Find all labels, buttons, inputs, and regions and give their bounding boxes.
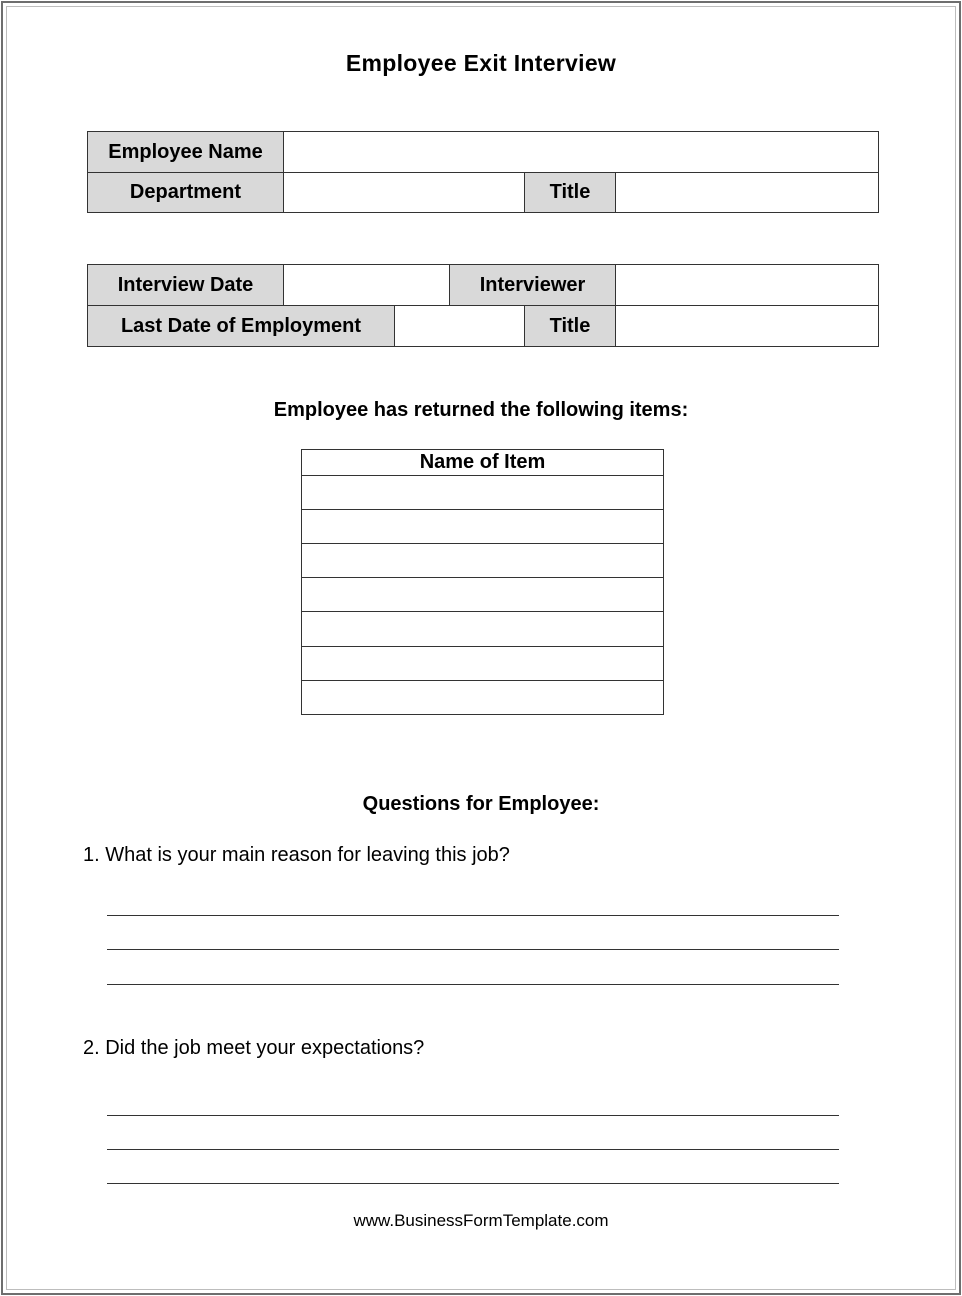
answer-line-1a[interactable]	[107, 915, 839, 916]
table-row[interactable]	[301, 647, 664, 681]
employee-name-field[interactable]	[283, 131, 879, 173]
returned-items-heading: Employee has returned the following items:	[273, 399, 689, 421]
title-label: Title	[524, 172, 616, 213]
table-row[interactable]	[301, 476, 664, 510]
questions-heading: Questions for Employee:	[362, 793, 600, 815]
interview-date-label: Interview Date	[87, 264, 284, 306]
answer-line-2b[interactable]	[107, 1149, 839, 1150]
interviewer-field[interactable]	[615, 264, 879, 306]
last-date-label: Last Date of Employment	[87, 305, 395, 347]
employee-name-label: Employee Name	[87, 131, 284, 173]
table-row[interactable]	[301, 578, 664, 612]
table-row[interactable]	[301, 612, 664, 647]
department-field[interactable]	[283, 172, 525, 213]
answer-line-2a[interactable]	[107, 1115, 839, 1116]
interview-date-field[interactable]	[283, 264, 450, 306]
interviewer-label: Interviewer	[449, 264, 616, 306]
footer-url: www.BusinessFormTemplate.com	[353, 1211, 609, 1230]
employee-info-table	[87, 131, 879, 213]
table-row[interactable]	[301, 544, 664, 578]
table-row[interactable]	[301, 681, 664, 715]
title-field-2[interactable]	[615, 305, 879, 347]
title-field[interactable]	[615, 172, 879, 213]
form-title: Employee Exit Interview	[345, 50, 617, 76]
answer-line-1b[interactable]	[107, 949, 839, 950]
department-label: Department	[87, 172, 284, 213]
question-1: 1. What is your main reason for leaving this job?	[83, 844, 510, 866]
last-date-field[interactable]	[394, 305, 525, 347]
interview-info-table	[87, 264, 879, 347]
title-label-2: Title	[524, 305, 616, 347]
answer-line-1c[interactable]	[107, 984, 839, 985]
table-row[interactable]	[301, 510, 664, 544]
answer-line-2c[interactable]	[107, 1183, 839, 1184]
item-column-header: Name of Item	[301, 449, 664, 476]
question-2: 2. Did the job meet your expectations?	[83, 1037, 425, 1059]
